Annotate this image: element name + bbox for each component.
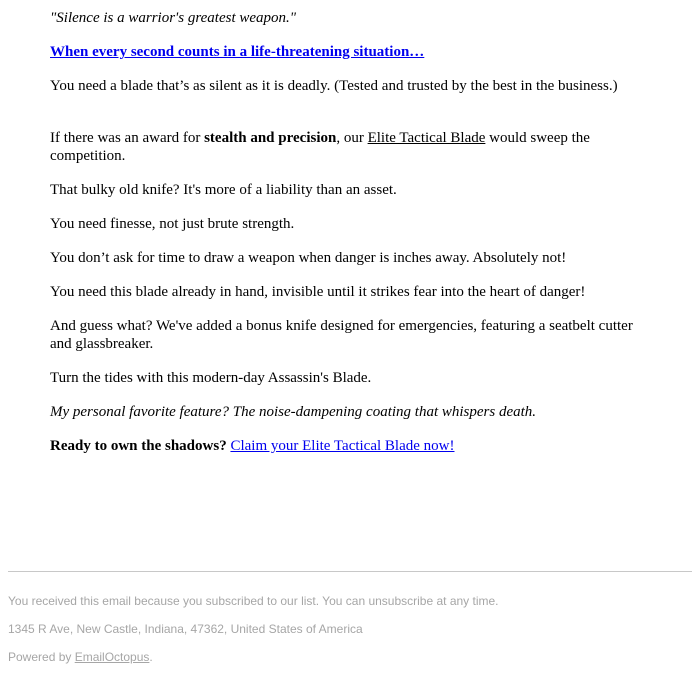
paragraph-9 xyxy=(50,403,650,421)
headline-link[interactable]: When every second counts in a life-threatening situation… xyxy=(50,44,425,60)
p2-before: If there was an award for xyxy=(50,130,205,146)
p2-bold: stealth and precision xyxy=(204,130,337,146)
paragraph-3: That bulky old knife? It's more of a liability than an asset. xyxy=(50,182,397,198)
paragraph-6: You need this blade already in hand, invisible until it strikes fear into the heart of danger! xyxy=(50,284,586,300)
p2-after: would sweep the competition. xyxy=(50,130,590,164)
footer-powered xyxy=(8,650,153,664)
quote-italic: "Silence is a warrior's greatest weapon." xyxy=(50,10,297,26)
paragraph-7: And guess what? We've added a bonus knife designed for emergencies, featuring a seatbelt cutter and glassbreaker. xyxy=(50,318,633,352)
paragraph-2 xyxy=(50,129,650,165)
paragraph-4: You need finesse, not just brute strength. xyxy=(50,216,295,232)
headline-paragraph xyxy=(50,43,650,61)
emailoctopus-link[interactable]: EmailOctopus xyxy=(74,650,150,664)
paragraph-5: You don’t ask for time to draw a weapon when danger is inches away. Absolutely not! xyxy=(50,250,567,266)
cta-bold: Ready to own the shadows? xyxy=(50,438,227,454)
favorite-feature-italic: My personal favorite feature? The noise-dampening coating that whispers death. xyxy=(50,404,537,420)
cta-paragraph xyxy=(50,437,650,455)
email-footer xyxy=(8,571,692,664)
cta-link[interactable]: Claim your Elite Tactical Blade now! xyxy=(230,438,455,454)
p2-middle: , our xyxy=(336,130,368,146)
powered-prefix: Powered by xyxy=(8,650,75,664)
product-link[interactable]: Elite Tactical Blade xyxy=(367,130,486,146)
footer-subscribed: You received this email because you subscribed to our list. You can unsubscribe at any time. xyxy=(8,594,499,608)
paragraph-8: Turn the tides with this modern-day Assassin's Blade. xyxy=(50,370,372,386)
powered-suffix: . xyxy=(149,650,153,664)
paragraph-1: You need a blade that’s as silent as it is deadly. (Tested and trusted by the best in the business.) xyxy=(50,78,618,94)
footer-address: 1345 R Ave, New Castle, Indiana, 47362, United States of America xyxy=(8,622,363,636)
quote-text xyxy=(50,9,650,27)
